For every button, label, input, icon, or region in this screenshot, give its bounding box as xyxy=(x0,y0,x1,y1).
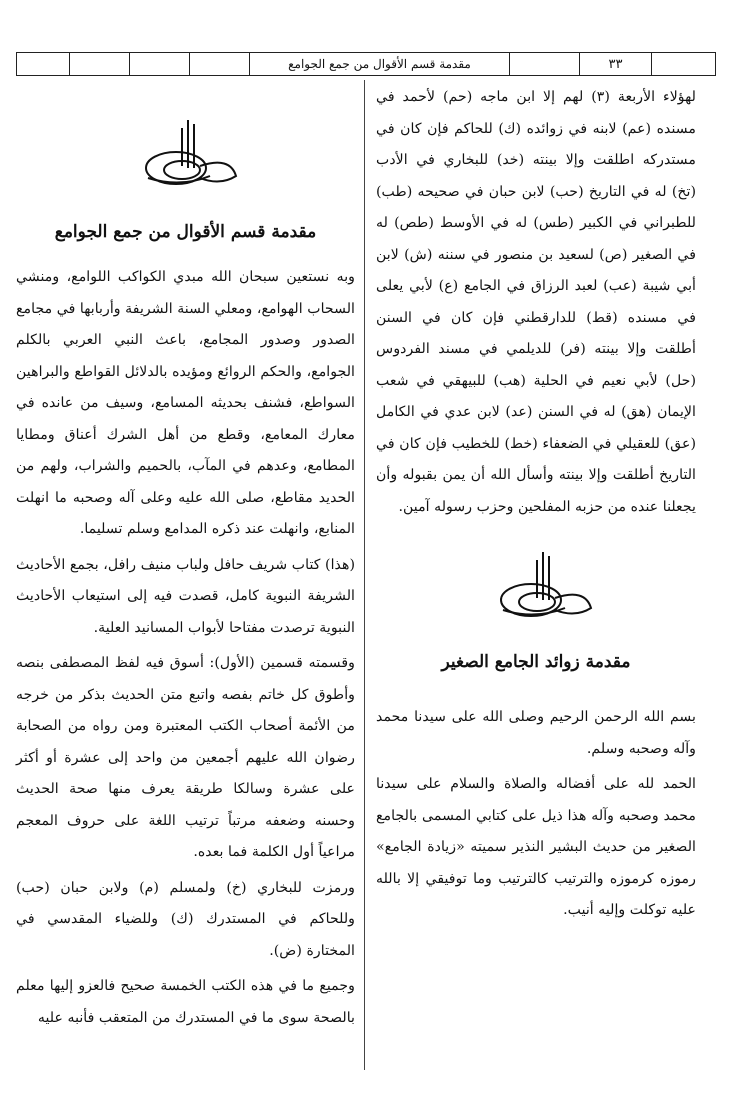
section-title-zawaid: مقدمة زوائد الجامع الصغير xyxy=(441,652,631,672)
section-title-aqwal: مقدمة قسم الأقوال من جمع الجوامع xyxy=(54,222,317,242)
left-paragraph: ورمزت للبخاري (خ) ولمسلم (م) ولابن حبان (حب) وللحاكم في المستدرك (ك) وللضياء المقدسي في المختارة (ض). xyxy=(16,879,355,959)
left-paragraph: وجميع ما في هذه الكتب الخمسة صحيح فالعزو إليها معلم بالصحة سوى ما في المستدرك من المتعقب فأنبه عليه xyxy=(16,978,355,1026)
header-cell-empty xyxy=(129,53,189,75)
left-column xyxy=(16,262,355,1038)
left-paragraph: (هذا) كتاب شريف حافل ولباب منيف رافل، بجمع الأحاديث الشريفة النبوية كامل، قصدت فيه إلى استيعاب الأحاديث النبوية ترصدت مفتاحا لأبواب المسانيد العلية. xyxy=(16,556,355,636)
tughra-ornament-icon xyxy=(140,116,240,192)
basmala-paragraph: بسم الله الرحمن الرحيم وصلى الله على سيدنا محمد وآله وصحبه وسلم. xyxy=(376,709,696,757)
left-paragraph: وقسمته قسمين (الأول): أسوق فيه لفظ المصطفى بنصه وأطوق كل خاتم بفصه واتبع متن الحديث بذكر من خرجه من الأئمة أصحاب الكتب المعتبرة ومن رواه من الصحابة رضوان الله عليهم أجمعين من واحد إلى عشرة أو أكثر على عشرة وسالكا طريقة يعرف منها صحة الحديث وحسنه وضعفه مرتباً ترتيب اللغة على حروف المعجم مراعياً أول الكلمة فما بعده. xyxy=(16,655,355,860)
running-title: مقدمة قسم الأقوال من جمع الجوامع xyxy=(249,53,509,75)
header-cell-empty xyxy=(17,53,69,75)
intro-paragraph: الحمد لله على أفضاله والصلاة والسلام على سيدنا محمد وصحبه وآله هذا ذيل على كتابي المسمى بالجامع الصغير من حديث البشير النذير سميته «زيادة الجامع» رموزه كرموزه والترتيب كالترتيب وما توفيقي إلا بالله عليه توكلت وإليه أنيب. xyxy=(376,776,696,918)
running-header xyxy=(16,52,716,76)
header-cell-empty xyxy=(651,53,715,75)
header-cell-empty xyxy=(509,53,579,75)
abbreviations-paragraph: لهؤلاء الأربعة (٣) لهم إلا ابن ماجه (حم) لأحمد في مسنده (عم) لابنه في زوائده (ك) للحاكم فإن كان في مستدركه اطلقت وإلا بينته (خد) للبخاري في الأدب (تخ) له في التاريخ (حب) لابن حبان في صحيحه (طب) للطبراني في الكبير (طس) له في الأوسط (طص) له في الصغير (ص) لسعيد بن منصور في سننه (ش) لابن أبي شيبة (عب) لعبد الرزاق في الجامع (ع) لأبي يعلى في مسنده (قط) للدارقطني فإن كان في السنن أطلقت وإلا بينته (فر) للديلمي في مسند الفردوس (حل) لأبي نعيم في الحلية (هب) للبيهقي في شعب الإيمان (هق) له في السنن (عد) لابن عدي في الكامل (عق) للعقيلي في الضعفاء (خط) للخطيب فإن كان في التاريخ أطلقت وإلا بينته وأسأل الله أن يمن بقبوله وأن يجعلنا عنده من حزبه المفلحين وحزب رسوله آمين. xyxy=(376,89,696,515)
left-paragraph: وبه نستعين سبحان الله مبدي الكواكب اللوامع، ومنشي السحاب الهوامع، ومعلي السنة الشريفة وأربابها في مجامع الصدور وصدور المجامع، باعث النبي العربي بالكلم الجوامع، والحكم الروائع ومؤيده بالدلائل القواطع والبراهين السواطع، فشنف بحديثه المسامع، وسيف من عانده في معارك المعامع، وقطع من أهل الشرك أعناق ومطايا المطامع، وعدهم في المآب، بالحميم والشراب، ولهم من الحديد مقاطع، صلى الله عليه وعلى آله وصحبه ما انهلت المنابع، وانهلت عند ذكره المدامع وسلم تسليما. xyxy=(16,269,355,537)
right-column-section xyxy=(376,702,696,931)
right-column xyxy=(376,82,696,527)
page-number: ٣٣ xyxy=(579,53,651,75)
tughra-ornament-icon xyxy=(495,548,595,624)
header-cell-empty xyxy=(69,53,129,75)
header-cell-empty xyxy=(189,53,249,75)
column-divider xyxy=(364,80,365,1070)
